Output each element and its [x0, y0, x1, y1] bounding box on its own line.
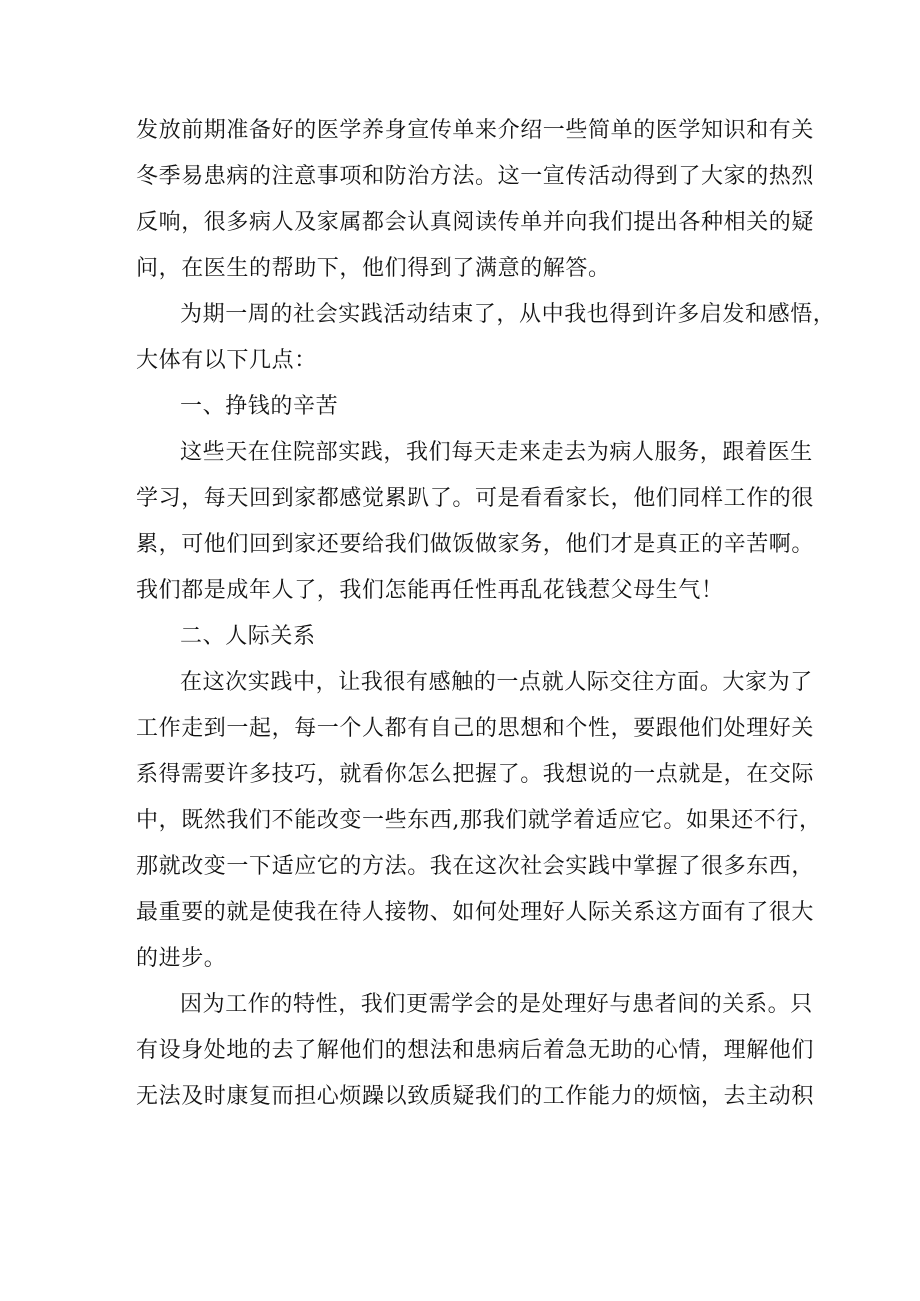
- document-body: [136, 108, 836, 1120]
- paragraph-line: 无法及时康复而担心烦躁以致质疑我们的工作能力的烦恼，去主动积: [136, 1084, 815, 1109]
- paragraph-line: 最重要的就是使我在待人接物、如何处理好人际关系这方面有了很大: [136, 900, 815, 925]
- paragraph-line: 大体有以下几点：: [136, 348, 317, 373]
- paragraph-line: 那就改变一下适应它的方法。我在这次社会实践中掌握了很多东西，: [136, 854, 815, 879]
- paragraph-line: 因为工作的特性，我们更需学会的是处理好与患者间的关系。只: [180, 992, 813, 1017]
- paragraph-line: 问，在医生的帮助下，他们得到了满意的解答。: [136, 256, 611, 281]
- paragraph-line: 的进步。: [136, 946, 227, 971]
- paragraph-line: 为期一周的社会实践活动结束了，从中我也得到许多启发和感悟，: [180, 302, 836, 327]
- paragraph-line: 系得需要许多技巧，就看你怎么把握了。我想说的一点就是，在交际: [136, 762, 815, 787]
- paragraph-line: 累，可他们回到家还要给我们做饭做家务，他们才是真正的辛苦啊。: [136, 532, 815, 557]
- paragraph-line: 有设身处地的去了解他们的想法和患病后着急无助的心情，理解他们: [136, 1038, 815, 1063]
- paragraph-line: 在这次实践中，让我很有感触的一点就人际交往方面。大家为了: [180, 670, 813, 695]
- paragraph-line: 这些天在住院部实践，我们每天走来走去为病人服务，跟着医生: [180, 440, 813, 465]
- paragraph-line: 我们都是成年人了，我们怎能再任性再乱花钱惹父母生气！: [136, 578, 724, 603]
- section-heading-earning-money: 一、挣钱的辛苦: [180, 394, 339, 419]
- paragraph-line: 中，既然我们不能改变一些东西,那我们就学着适应它。如果还不行，: [136, 808, 822, 833]
- paragraph-line: 发放前期准备好的医学养身宣传单来介绍一些简单的医学知识和有关: [136, 118, 815, 143]
- paragraph-line: 工作走到一起，每一个人都有自己的思想和个性，要跟他们处理好关: [136, 716, 815, 741]
- paragraph-line: 冬季易患病的注意事项和防治方法。这一宣传活动得到了大家的热烈: [136, 164, 815, 189]
- paragraph-line: 反响，很多病人及家属都会认真阅读传单并向我们提出各种相关的疑: [136, 210, 815, 235]
- section-heading-interpersonal: 二、人际关系: [180, 624, 316, 649]
- paragraph-line: 学习，每天回到家都感觉累趴了。可是看看家长，他们同样工作的很: [136, 486, 815, 511]
